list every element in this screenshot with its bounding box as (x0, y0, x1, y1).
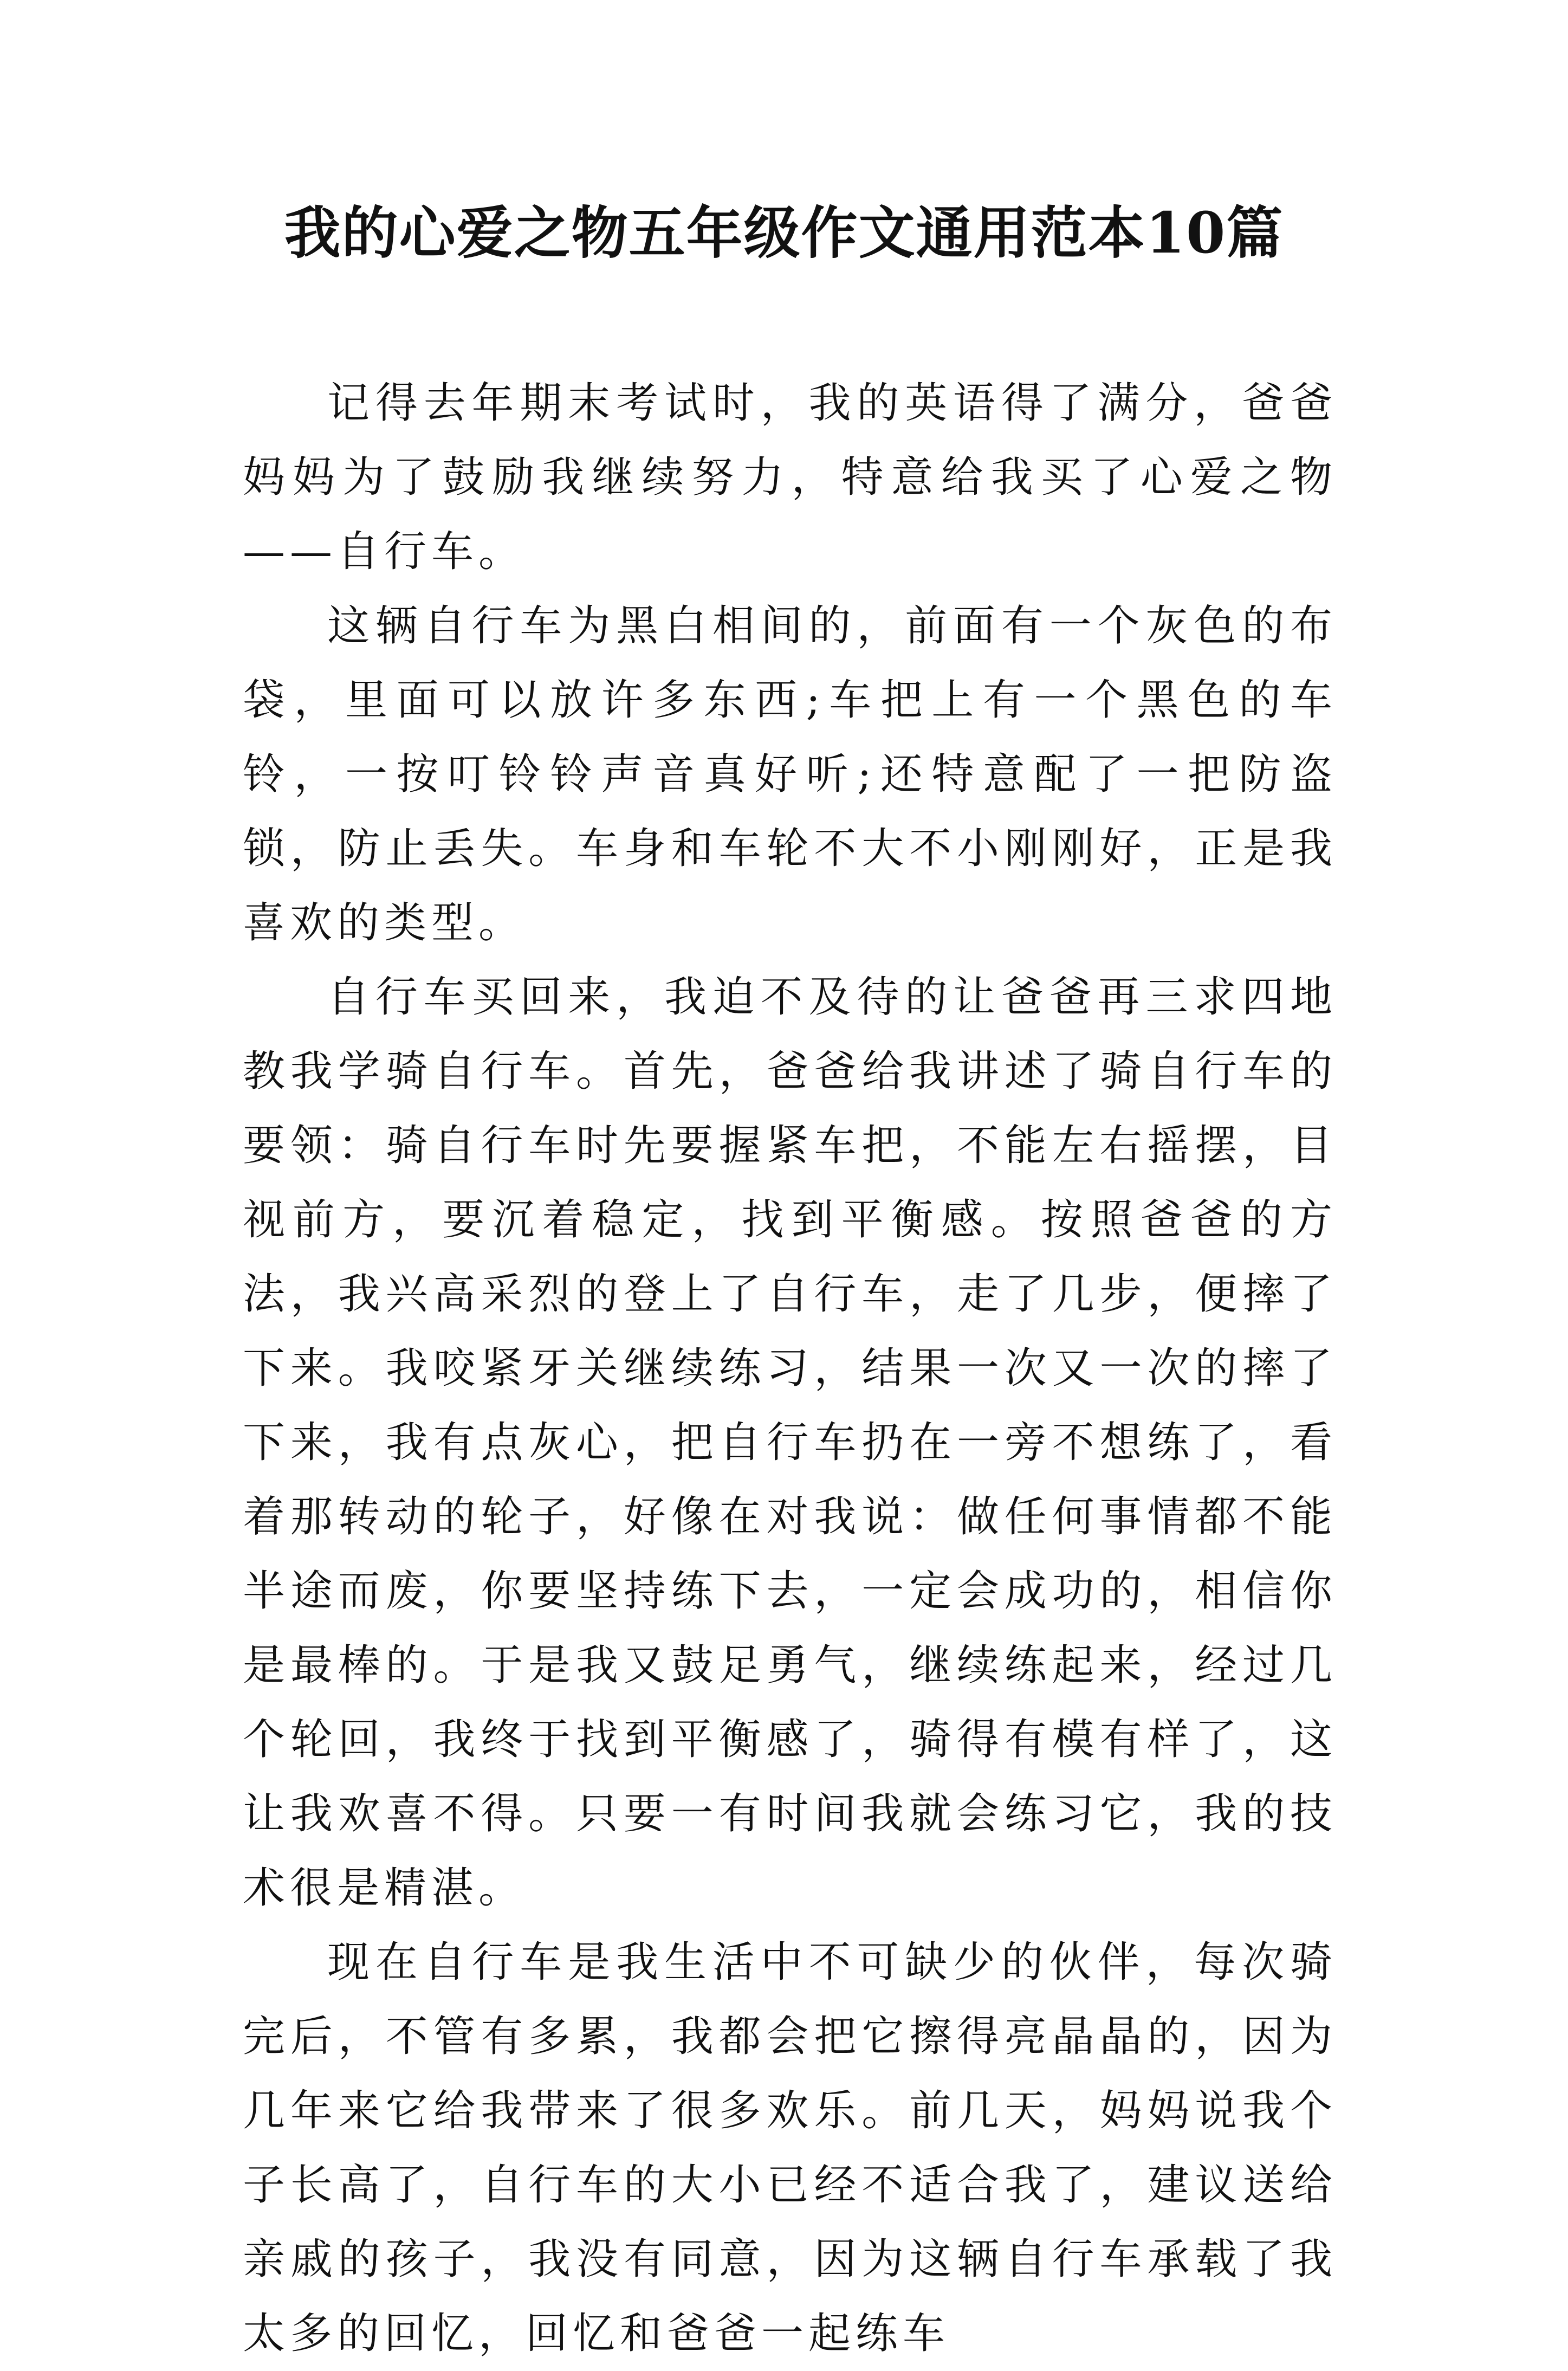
paragraph-3: 自行车买回来，我迫不及待的让爸爸再三求四地教我学骑自行车。首先，爸爸给我讲述了骑自行车的要领：骑自行车时先要握紧车把，不能左右摇摆，目视前方，要沉着稳定，找到平衡感。按照爸爸的方法，我兴高采烈的登上了自行车，走了几步，便摔了下来。我咬紧牙关继续练习，结果一次又一次的摔了下来，我有点灰心，把自行车扔在一旁不想练了，看着那转动的轮子，好像在对我说：做任何事情都不能半途而废，你要坚持练下去，一定会成功的，相信你是最棒的。于是我又鼓足勇气，继续练起来，经过几个轮回，我终于找到平衡感了，骑得有模有样了，这让我欢喜不得。只要一有时间我就会练习它，我的技术很是精湛。 (243, 973, 1337, 1913)
paragraph-2: 这辆自行车为黑白相间的，前面有一个灰色的布袋，里面可以放许多东西;车把上有一个黑色的车铃，一按叮铃铃声音真好听;还特意配了一把防盗锁，防止丢失。车身和车轮不大不小刚刚好，正是我喜欢的类型。 (243, 602, 1337, 947)
document-title: 我的心爱之物五年级作文通用范本10篇 (284, 199, 1284, 266)
paragraph-4: 现在自行车是我生活中不可缺少的伙伴，每次骑完后，不管有多累，我都会把它擦得亮晶晶的，因为几年来它给我带来了很多欢乐。前几天，妈妈说我个子长高了，自行车的大小已经不适合我了，建议送给亲戚的孩子，我没有同意，因为这辆自行车承载了我太多的回忆，回忆和爸爸一起练车 (243, 1938, 1337, 2358)
paragraph-1: 记得去年期末考试时，我的英语得了满分，爸爸妈妈为了鼓励我继续努力，特意给我买了心爱之物——自行车。 (243, 379, 1337, 576)
document-body (243, 366, 1337, 2371)
